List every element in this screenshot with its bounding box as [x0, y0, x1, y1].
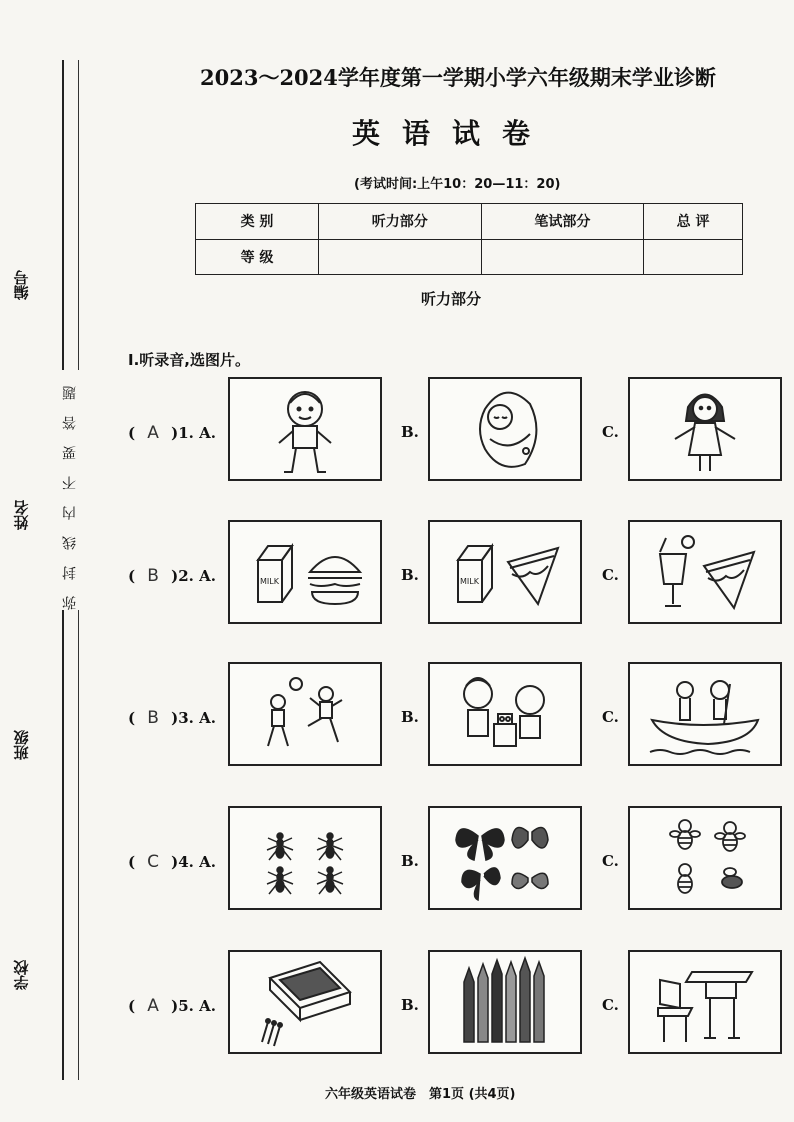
question-row [0, 518, 794, 628]
milk-hamburger-icon[interactable] [228, 520, 382, 624]
matches-icon[interactable] [228, 950, 382, 1054]
table-cell[interactable] [481, 239, 644, 275]
option-label: C. [602, 423, 619, 441]
robot-kids-icon[interactable] [428, 662, 582, 766]
option-label: B. [401, 566, 419, 584]
juice-sandwich-icon[interactable] [628, 520, 782, 624]
table-row [196, 204, 743, 240]
table-cell: 类 别 [196, 204, 319, 240]
question-row [0, 804, 794, 914]
ants-icon[interactable] [228, 806, 382, 910]
question-row [0, 375, 794, 485]
table-cell[interactable] [644, 239, 743, 275]
instruction: Ⅰ.听录音,选图片。 [128, 351, 250, 369]
exam-title: 2023～2024学年度第一学期小学六年级期末学业诊断 [200, 65, 716, 90]
option-label: B. [401, 996, 419, 1014]
question-number: ( A )1. A. [128, 423, 216, 443]
option-label: C. [602, 708, 619, 726]
question-number: ( A )5. A. [128, 996, 216, 1016]
question-number: ( B )3. A. [128, 708, 216, 728]
answer-blank[interactable]: A [147, 996, 159, 1016]
milk-label: MILK [460, 577, 479, 586]
table-cell[interactable] [319, 239, 482, 275]
boy-icon[interactable] [228, 377, 382, 481]
desk-chair-icon[interactable] [628, 950, 782, 1054]
field-school[interactable]: 学校 [12, 960, 31, 990]
seal-warning: 弥封线内不要答题 [60, 370, 82, 610]
boating-icon[interactable] [628, 662, 782, 766]
page-footer: 六年级英语试卷 第1页 (共4页) [325, 1087, 516, 1102]
question-row [0, 948, 794, 1058]
table-cell: 总 评 [644, 204, 743, 240]
section-title: 听力部分 [421, 290, 482, 308]
score-table [195, 203, 743, 275]
answer-blank[interactable]: C [147, 852, 160, 872]
table-cell: 等 级 [196, 239, 319, 275]
field-number[interactable]: 编号 [12, 270, 31, 300]
baby-icon[interactable] [428, 377, 582, 481]
option-label: B. [401, 708, 419, 726]
question-number: ( B )2. A. [128, 566, 216, 586]
question-number: ( C )4. A. [128, 852, 216, 872]
butterflies-icon[interactable] [428, 806, 582, 910]
pencils-icon[interactable] [428, 950, 582, 1054]
bees-icon[interactable] [628, 806, 782, 910]
answer-blank[interactable]: A [147, 423, 159, 443]
option-label: B. [401, 423, 419, 441]
option-label: C. [602, 996, 619, 1014]
field-name[interactable]: 姓名 [12, 500, 31, 530]
answer-blank[interactable]: B [147, 708, 159, 728]
table-cell: 笔试部分 [481, 204, 644, 240]
option-label: C. [602, 852, 619, 870]
option-label: B. [401, 852, 419, 870]
exam-time: (考试时间:上午10：20—11：20) [354, 177, 561, 192]
milk-label: MILK [260, 577, 279, 586]
option-label: C. [602, 566, 619, 584]
playing-football-icon[interactable] [228, 662, 382, 766]
girl-icon[interactable] [628, 377, 782, 481]
question-row [0, 660, 794, 770]
answer-blank[interactable]: B [147, 566, 159, 586]
table-row [196, 239, 743, 275]
milk-sandwich-icon[interactable] [428, 520, 582, 624]
exam-subtitle: 英语试卷 [352, 117, 553, 150]
field-class[interactable]: 班级 [12, 730, 31, 760]
table-cell: 听力部分 [319, 204, 482, 240]
